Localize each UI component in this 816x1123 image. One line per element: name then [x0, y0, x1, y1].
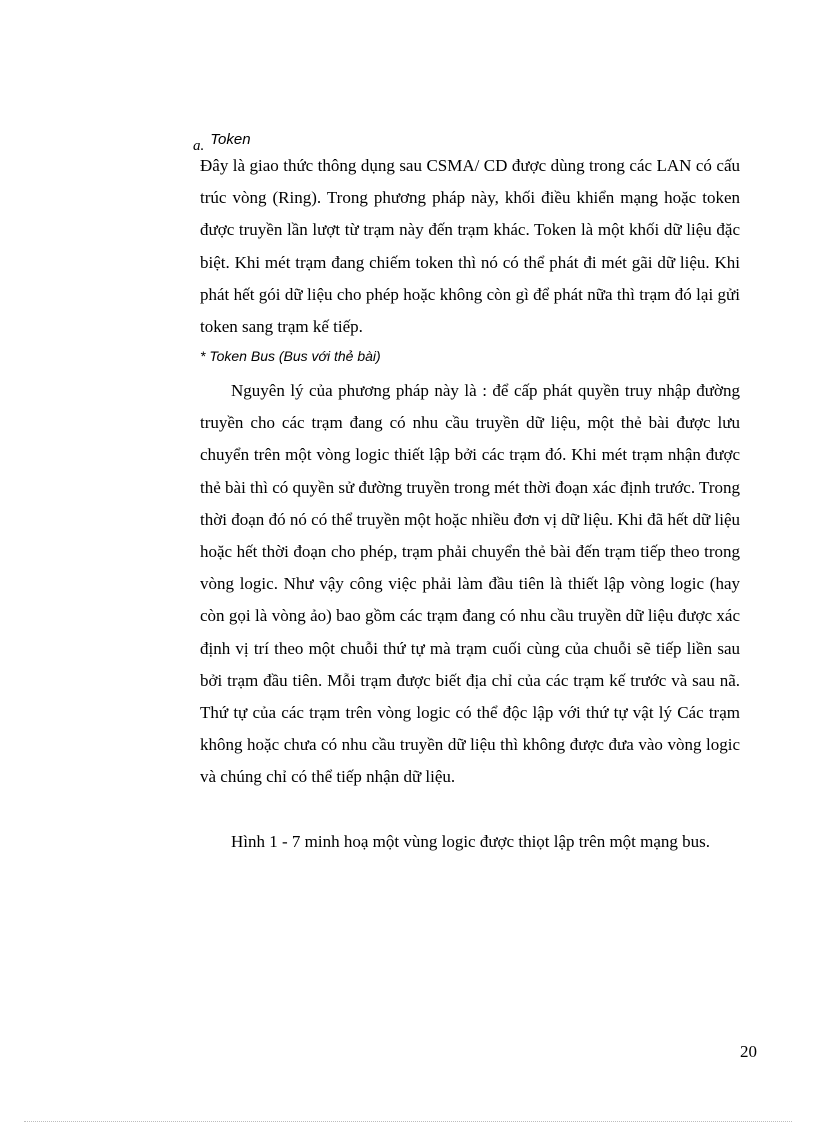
- section-marker: a.: [193, 138, 205, 154]
- paragraph-token-bus: Nguyên lý của phương pháp này là : để cấp phát quyền truy nhập đường truyền cho các trạm đang có nhu cầu truyền dữ liệu, một thẻ bài được lưu chuyển trên một vòng logic thiết lập bởi các trạm đó. Khi mét trạm nhận được thẻ bài thì có quyền sử đường truyền trong mét thời đoạn xác định trước. Trong thời đoạn đó nó có thể truyền một hoặc nhiều đơn vị dữ liệu. Khi đã hết dữ liệu hoặc hết thời đoạn cho phép, trạm phải chuyển thẻ bài đến trạm tiếp theo trong vòng logic. Như vậy công việc phải làm đầu tiên là thiết lập vòng logic (hay còn gọi là vòng ảo) bao gồm các trạm đang có nhu cầu truyền dữ liệu được xác định vị trí theo một chuỗi thứ tự mà trạm cuối cùng của chuỗi sẽ tiếp liền sau bởi trạm đầu tiên. Mỗi trạm được biết địa chỉ của các trạm kế trước và sau nã. Thứ tự của các trạm trên vòng logic có thể độc lập với thứ tự vật lý Các trạm không hoặc chưa có nhu cầu truyền dữ liệu thì không được đưa vào vòng logic và chúng chỉ có thể tiếp nhận dữ liệu.: [200, 381, 740, 787]
- section-title: Token: [210, 131, 251, 148]
- page-bottom-rule: [24, 1121, 792, 1122]
- paragraph-token-intro: Đây là giao thức thông dụng sau CSMA/ CD được dùng trong các LAN có cấu trúc vòng (Ring). Trong phương pháp này, khối điều khiển mạng hoặc token được truyền lần lượt từ trạm này đến trạm khác. Token là một khối dữ liệu đặc biệt. Khi mét trạm đang chiếm token thì nó có thể phát đi mét gãi dữ liệu. Khi phát hết gói dữ liệu cho phép hoặc không còn gì để phát nữa thì trạm đó lại gửi token sang trạm kế tiếp.: [200, 156, 740, 337]
- section-heading: [193, 131, 251, 154]
- token-bus-subheading: * Token Bus (Bus với thẻ bài): [200, 348, 381, 364]
- paragraph-figure-reference: Hình 1 - 7 minh hoạ một vùng logic được thiọt lập trên một mạng bus.: [231, 832, 711, 851]
- page-number: 20: [740, 1042, 757, 1061]
